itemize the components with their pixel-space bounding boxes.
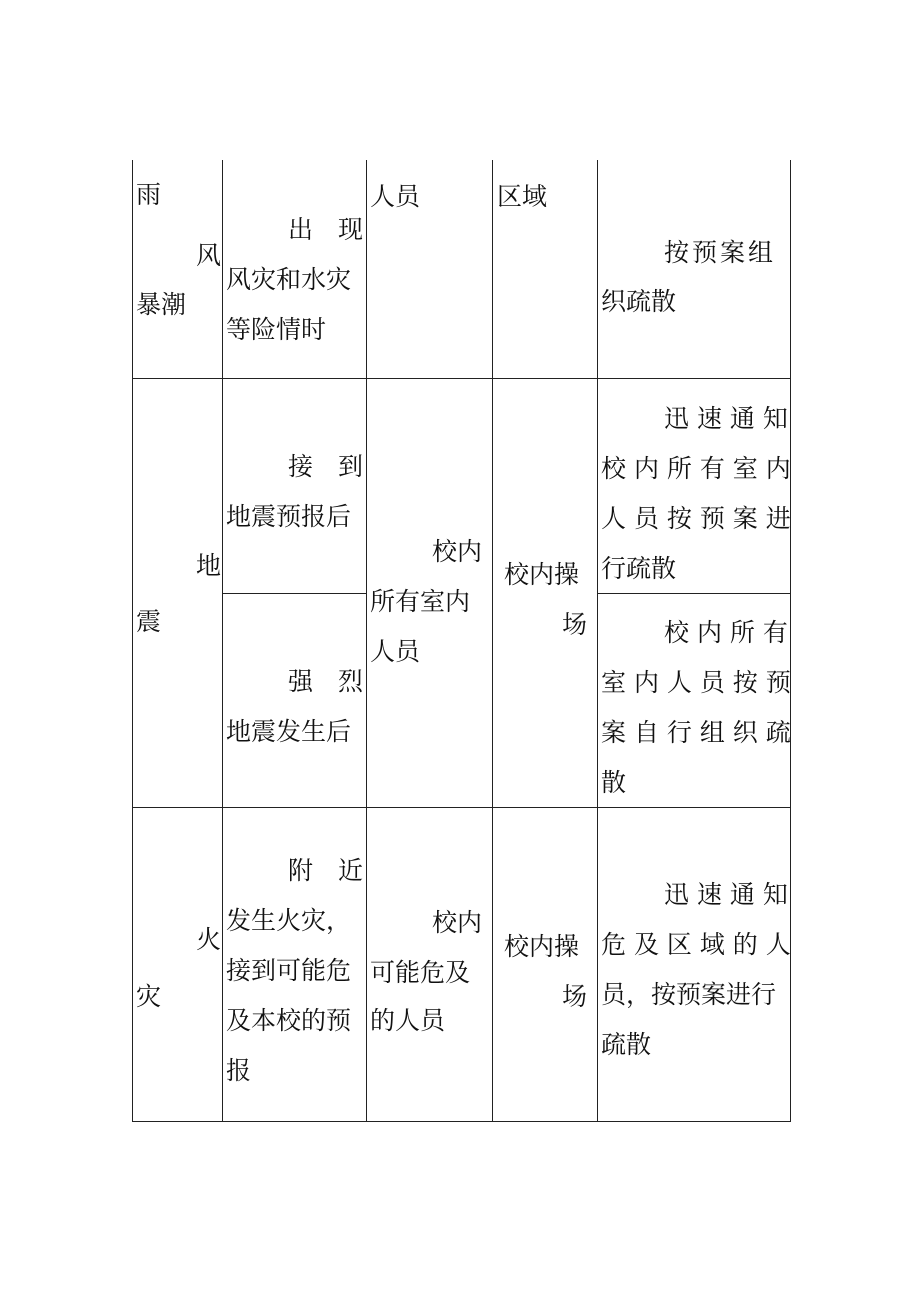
col-border-2: [366, 160, 367, 1122]
row2-sub1-action-line: 行疏散: [601, 554, 677, 583]
row3-condition-line: 接到可能危: [226, 956, 352, 985]
row3-action-line: 危 及 区 域 的 人: [601, 930, 791, 959]
row2-sub2-action-line: 案 自 行 组 织 疏: [601, 718, 791, 747]
row3-people-line: 的人员: [370, 1006, 446, 1035]
row2-sub1-condition-line: 地震预报后: [226, 502, 352, 531]
row3-condition-line: 报: [226, 1056, 252, 1085]
row1-action-line: 按预案组: [664, 238, 777, 267]
row3-action-line: 疏散: [601, 1030, 652, 1059]
row2-sub2-action-line: 散: [601, 768, 627, 797]
row2-type-part-a: 地: [196, 551, 222, 580]
row2-sub1-action-line: 人 员 按 预 案 进: [601, 504, 791, 533]
row2-people-line: 校内: [432, 537, 483, 566]
col-border-3: [492, 160, 493, 1122]
row3-condition-line: 及本校的预: [226, 1006, 352, 1035]
row2-sub1-condition-line: 接 到: [288, 452, 364, 481]
table-bottom-border: [132, 1121, 791, 1122]
row2-sub2-action-line: 室 内 人 员 按 预: [601, 668, 791, 697]
row1-condition-line: 等险情时: [226, 315, 327, 344]
row-divider-1: [132, 378, 791, 379]
row1-condition-line: 风灾和水灾: [226, 265, 352, 294]
col-border-4: [597, 160, 598, 1122]
row1-condition-line: 出 现: [288, 215, 364, 244]
row3-type-part-a: 火: [196, 925, 222, 954]
row3-area-line: 校内操: [504, 932, 580, 961]
row2-type-part-b: 震: [136, 607, 162, 636]
row3-condition-line: 附 近: [288, 856, 364, 885]
row1-people: 人员: [370, 182, 421, 211]
row3-condition-line: 发生火灾，: [226, 906, 352, 935]
row2-sub2-condition-line: 地震发生后: [226, 717, 352, 746]
row3-area-line: 场: [562, 982, 588, 1011]
col-border-1: [222, 160, 223, 1122]
row1-area: 区域: [497, 182, 548, 211]
row1-type-part-c: 暴潮: [136, 290, 187, 319]
row3-action-line: 员，按预案进行: [601, 980, 777, 1009]
row1-type-part-b: 风: [196, 241, 222, 270]
row1-type-part-a: 雨: [136, 180, 162, 209]
row3-people-line: 可能危及: [370, 958, 471, 987]
row2-area-line: 场: [562, 610, 588, 639]
row-divider-2: [132, 807, 791, 808]
row2-people-line: 人员: [370, 637, 421, 666]
row2-sub2-action-line: 校 内 所 有: [664, 618, 788, 647]
row2-sub1-action-line: 校 内 所 有 室 内: [601, 454, 791, 483]
col-border-left: [132, 160, 133, 1122]
row3-type-part-b: 灾: [136, 982, 162, 1011]
row2-sub2-condition-line: 强 烈: [288, 667, 364, 696]
col-border-right: [790, 160, 791, 1122]
row2-area-line: 校内操: [504, 560, 580, 589]
sub-row-divider: [222, 593, 367, 594]
row3-people-line: 校内: [432, 908, 483, 937]
row2-people-line: 所有室内: [370, 587, 471, 616]
row1-action-line: 织疏散: [601, 287, 677, 316]
row2-sub1-action-line: 迅 速 通 知: [664, 404, 788, 433]
row3-action-line: 迅 速 通 知: [664, 880, 788, 909]
